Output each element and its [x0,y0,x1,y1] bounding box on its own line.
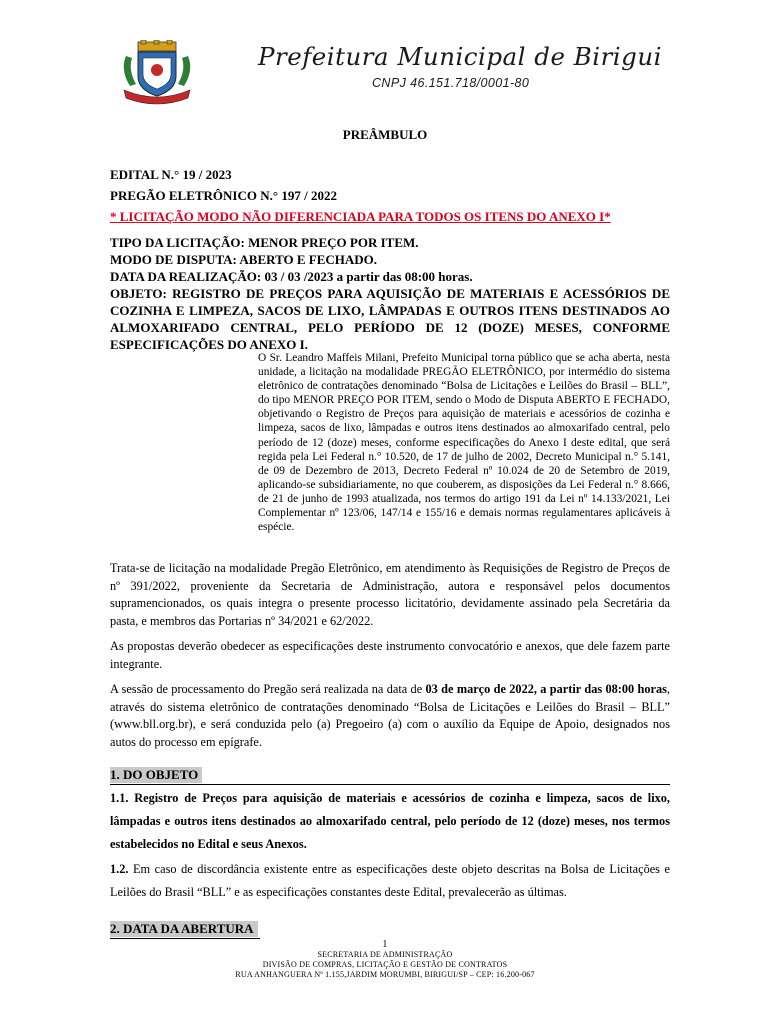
item-1-2 [110,858,670,904]
tipo-licitacao: TIPO DA LICITAÇÃO: MENOR PREÇO POR ITEM. [110,235,419,250]
objeto: OBJETO: REGISTRO DE PREÇOS PARA AQUISIÇÃO DE MATERIAIS E ACESSÓRIOS DE COZINHA E LIMPEZA, SACOS DE LIXO, LÂMPADAS E OUTROS ITENS DESTINADOS AO ALMOXARIFADO CENTRAL, PELO PERÍODO DE 12 (DOZE) MESES, CONFORME ESPECIFICAÇÕES DO ANEXO I. [110,286,670,352]
sessao-date: 03 de março de 2022, a partir das 08:00 horas [425,682,667,696]
body-paragraphs [110,560,670,759]
sessao-text-post: , através do sistema eletrônico de contratações denominado “Bolsa de Licitações e Leilões do Brasil – BLL” (www.bll.org.br), e será conduzida pelo (a) Pregoeiro (a) com o auxílio da Equipe de Apoio, designados nos autos do processo em epígrafe. [110,682,670,749]
footer-address: RUA ANHANGUERA Nº 1.155,JARDIM MORUMBI, BIRIGUI/SP – CEP: 16.200-067 [235,970,535,979]
section-objeto [110,766,670,904]
paragraph-propostas: As propostas deverão obedecer as especificações deste instrumento convocatório e anexos, que dele fazem parte integrante. [110,639,670,671]
header-cnpj: CNPJ 46.151.718/0001-80 [372,76,530,90]
footer-secretaria: SECRETARIA DE ADMINISTRAÇÃO [317,950,453,959]
item-1-1: 1.1. Registro de Preços para aquisição de materiais e acessórios de cozinha e limpeza, sacos de lixo, lâmpadas e outros itens destinados ao almoxarifado central, pelo período de 12 (doze) meses, nos termos estabelecidos no Edital e seus Anexos. [110,791,670,851]
preamble-quote: O Sr. Leandro Maffeis Milani, Prefeito Municipal torna público que se acha aberta, nesta unidade, a licitação na modalidade PREGÃO ELETRÔNICO, por intermédio do sistema eletrônico de contratações denominado “Bolsa de Licitações e Leilões do Brasil – BLL”, do tipo MENOR PREÇO POR ITEM, sendo o Modo de Disputa ABERTO E FECHADO, objetivando o Registro de Preços para aquisição de materiais e acessórios de cozinha e limpeza, sacos de lixo, lâmpadas e outros itens destinados ao almoxarifado central, pelo período de 12 (doze) meses, conforme especificações do Anexo I deste edital, que será regida pela Lei Federal n.° 10.520, de 17 de julho de 2002, Decreto Municipal n.° 5.141, de 09 de Dezembro de 2013, Decreto Federal nº 10.024 de 20 de Setembro de 2019, aplicando-se subsidiariamente, no que couberem, as disposições da Lei Federal n.° 8.666, de 21 de junho de 1993 atualizada, nos termos do artigo 191 da Lei nº 14.133/2021, Lei Complementar nº 123/06, 147/14 e 155/16 e demais normas regulamentares aplicáveis à espécie. [258,352,670,534]
paragraph-tratase: Trata-se de licitação na modalidade Pregão Eletrônico, em atendimento às Requisições de Registro de Preços de nº 391/2022, proveniente da Secretaria de Administração, autora e responsável pelos documentos supramencionados, os quais integra o presente processo licitatório, devidamente assinado pela Secretária da pasta, e membros das Portarias nº 34/2021 e 62/2022. [110,561,670,628]
licitacao-details [110,234,670,353]
preamble-heading: PREÂMBULO [342,127,428,142]
item-1-2-text: Em caso de discordância existente entre as especificações deste objeto descritas na Bolsa de Licitações e Leilões do Brasil “BLL” e as especificações constantes deste Edital, prevalecerão as últimas. [110,862,670,899]
edital-number: EDITAL N.° 19 / 2023 [110,167,232,182]
coat-of-arms-icon [116,40,198,106]
section-2-rule [110,920,260,939]
pregao-number: PREGÃO ELETRÔNICO N.° 197 / 2022 [110,188,337,203]
section-abertura [110,920,670,939]
edital-info [110,166,670,225]
item-1-2-number: 1.2. [110,862,129,876]
section-1-rule [110,766,670,785]
section-2-title: 2. DATA DA ABERTURA [110,921,258,937]
licitacao-modo: * LICITAÇÃO MODO NÃO DIFERENCIADA PARA TODOS OS ITENS DO ANEXO I* [110,209,611,224]
footer-divisao: DIVISÃO DE COMPRAS, LICITAÇÃO E GESTÃO DE CONTRATOS [262,960,508,969]
sessao-text-pre: A sessão de processamento do Pregão será realizada na data de [110,682,426,696]
data-realizacao: DATA DA REALIZAÇÃO: 03 / 03 /2023 a partir das 08:00 horas. [110,269,473,284]
page-number: 1 [382,939,388,950]
page-footer [0,940,770,980]
paragraph-sessao [110,681,670,751]
section-1-title: 1. DO OBJETO [110,767,202,783]
modo-disputa: MODO DE DISPUTA: ABERTO E FECHADO. [110,252,378,267]
header-title: Prefeitura Municipal de Birigui [258,42,662,71]
